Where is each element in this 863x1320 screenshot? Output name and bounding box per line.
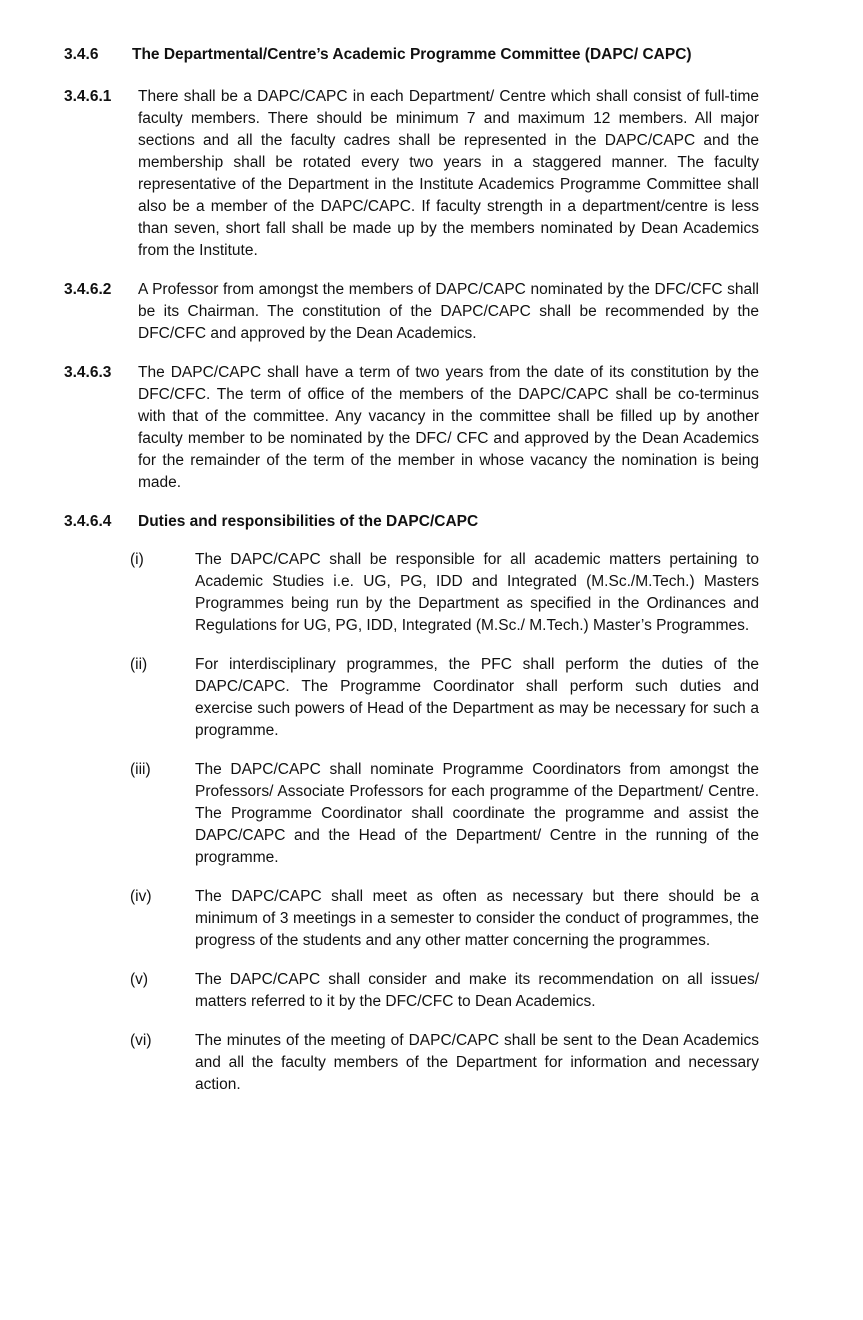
clause-text: A Professor from amongst the members of DAPC/CAPC nominated by the DFC/CFC shall be its Chairman. The constitution of the DAPC/CAPC shall be recommended by the DFC/CFC and approved by the Dean Academics.: [138, 281, 759, 342]
list-item-text: The minutes of the meeting of DAPC/CAPC shall be sent to the Dean Academics and all the faculty members of the Department for information and necessary action.: [195, 1032, 759, 1093]
clause-text: There shall be a DAPC/CAPC in each Department/ Centre which shall consist of full-time faculty members. There should be minimum 7 and maximum 12 members. All major sections and all the faculty cadres shall be represented in the DAPC/CAPC and the membership shall be rotated every two years in a staggered manner. The faculty representative of the Department in the Institute Academics Programme Committee shall also be a member of the DAPC/CAPC. If faculty strength in a department/centre is less than seven, short fall shall be made up by the members nominated by Dean Academics from the Institute.: [138, 88, 759, 259]
list-item-text: The DAPC/CAPC shall consider and make its recommendation on all issues/ matters referred to it by the DFC/CFC to Dean Academics.: [195, 971, 759, 1010]
subsection-heading: [64, 511, 759, 533]
section-title: The Departmental/Centre’s Academic Programme Committee (DAPC/ CAPC): [132, 46, 692, 63]
clause-number: 3.4.6.1: [64, 88, 112, 105]
clause-text: The DAPC/CAPC shall have a term of two years from the date of its constitution by the DFC/CFC. The term of office of the members of the DAPC/CAPC shall be co-terminus with that of the committee. Any vacancy in the committee shall be filled up by another faculty member to be nominated by the DFC/ CFC and approved by the Dean Academics for the remainder of the term of the member in whose vacancy the nomination is being made.: [138, 364, 759, 491]
list-item: [64, 886, 759, 952]
subsection-number: 3.4.6.4: [64, 513, 112, 530]
clause-number: 3.4.6.3: [64, 364, 112, 381]
list-item-marker: (v): [130, 971, 149, 988]
list-item: [64, 1030, 759, 1096]
list-item-marker: (iv): [130, 888, 152, 905]
clause-3-4-6-3: [64, 362, 759, 494]
list-item: [64, 969, 759, 1013]
section-heading: [64, 44, 759, 66]
subsection-title: Duties and responsibilities of the DAPC/CAPC: [138, 513, 479, 530]
list-item: [64, 549, 759, 637]
list-item-text: For interdisciplinary programmes, the PFC shall perform the duties of the DAPC/CAPC. The Programme Coordinator shall perform such duties and exercise such powers of Head of the Department as may be necessary for such a programme.: [195, 656, 759, 739]
clause-3-4-6-1: [64, 86, 759, 262]
list-item-marker: (vi): [130, 1032, 152, 1049]
list-item-text: The DAPC/CAPC shall nominate Programme Coordinators from amongst the Professors/ Associate Professors for each programme of the Department/ Centre. The Programme Coordinator shall coordinate the programme and assist the DAPC/CAPC and the Head of the Department/ Centre in the running of the programme.: [195, 761, 759, 866]
list-item-text: The DAPC/CAPC shall meet as often as necessary but there should be a minimum of 3 meetings in a semester to consider the conduct of programmes, the progress of the students and any other matter concerning the programmes.: [195, 888, 759, 949]
clause-number: 3.4.6.2: [64, 281, 112, 298]
section-number: 3.4.6: [64, 46, 99, 63]
list-item-marker: (iii): [130, 761, 151, 778]
list-item-marker: (i): [130, 551, 144, 568]
list-item: [64, 759, 759, 869]
list-item: [64, 654, 759, 742]
clause-3-4-6-2: [64, 279, 759, 345]
list-item-text: The DAPC/CAPC shall be responsible for all academic matters pertaining to Academic Studies i.e. UG, PG, IDD and Integrated (M.Sc./M.Tech.) Masters Programmes being run by the Department as specified in the Ordinances and Regulations for UG, PG, IDD, Integrated (M.Sc./ M.Tech.) Master’s Programmes.: [195, 551, 759, 634]
list-item-marker: (ii): [130, 656, 148, 673]
